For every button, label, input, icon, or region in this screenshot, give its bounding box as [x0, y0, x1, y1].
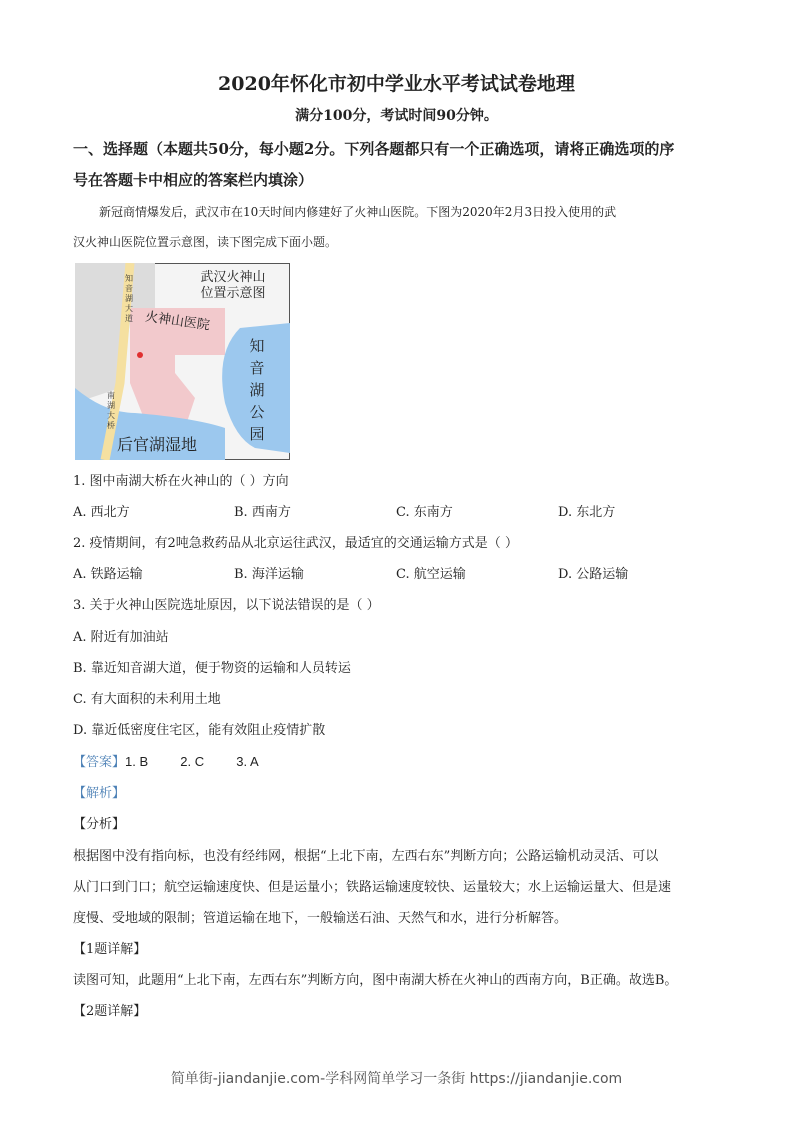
map-title-line2: 位置示意图 [200, 286, 266, 301]
map-label: 道 [125, 314, 133, 323]
answer-item: 3. A [236, 754, 259, 769]
fenxi-label: 【分析】 [73, 817, 126, 832]
footer-watermark: 简单街-jiandanjie.com-学科网简单学习一条街 https://jiandanjie.com [170, 1071, 623, 1087]
section-heading-line1: 一、选择题（本题共50分，每小题2分。下列各题都只有一个正确选项，请将正确选项的序 [73, 140, 675, 158]
intro-line1: 新冠商情爆发后，武汉市在10天时间内修建好了火神山医院。下图为2020年2月3日投入使用的武 [99, 205, 617, 219]
analysis-label: 【解析】 [73, 786, 126, 801]
q3-option-b: B. 靠近知音湖大道，便于物资的运输和人员转运 [73, 661, 351, 676]
q2-option-d: D. 公路运输 [558, 567, 629, 582]
fenxi-line3: 度慢、受地域的限制；管道运输在地下，一般输送石油、天然气和水，进行分析解答。 [73, 911, 568, 926]
map-label: 大 [107, 411, 115, 420]
map-label: 大 [125, 304, 133, 313]
question-3-stem: 3. 关于火神山医院选址原因，以下说法错误的是（ ） [73, 598, 380, 613]
fenxi-line2: 从门口到门口；航空运输速度快、但是运量小；铁路运输速度较快、运量较大；水上运输运量大、但是速 [73, 880, 672, 895]
map-park-char: 湖 [249, 381, 265, 399]
page-title: 2020年怀化市初中学业水平考试试卷地理 [218, 73, 575, 95]
map-park-char: 音 [249, 359, 265, 377]
q3-option-d: D. 靠近低密度住宅区，能有效阻止疫情扩散 [73, 723, 326, 738]
map-park-char: 知 [249, 337, 265, 355]
map-label: 桥 [107, 421, 115, 430]
detail1-label: 【1题详解】 [73, 942, 147, 957]
question-2-stem: 2. 疫情期间，有2吨急救药品从北京运往武汉，最适宜的交通运输方式是（ ） [73, 536, 518, 551]
map-label: 南 [107, 391, 115, 400]
q3-option-c: C. 有大面积的未利用土地 [73, 692, 221, 707]
q1-option-a: A. 西北方 [73, 505, 130, 520]
q1-option-b: B. 西南方 [234, 505, 291, 520]
map-hospital-label: 火神山医院 [144, 309, 211, 334]
map-label: 湖 [125, 294, 133, 303]
hospital-location-map [75, 263, 290, 460]
q3-option-a: A. 附近有加油站 [73, 630, 169, 645]
map-label: 湖 [107, 401, 115, 410]
q2-option-b: B. 海洋运输 [234, 567, 304, 582]
intro-line2: 汉火神山医院位置示意图，读下图完成下面小题。 [73, 235, 338, 249]
q1-option-c: C. 东南方 [396, 505, 453, 520]
answer-row [73, 754, 259, 771]
map-title-line1: 武汉火神山 [200, 270, 266, 285]
fenxi-line1: 根据图中没有指向标，也没有经纬网，根据“上北下南，左西右东”判断方向；公路运输机动灵活、可以 [73, 849, 659, 864]
q2-option-a: A. 铁路运输 [73, 567, 143, 582]
answer-label: 【答案】 [73, 755, 126, 770]
map-park-char: 公 [249, 403, 265, 421]
question-1-stem: 1. 图中南湖大桥在火神山的（ ）方向 [73, 474, 289, 489]
q2-option-c: C. 航空运输 [396, 567, 466, 582]
answer-item: 1. B [125, 754, 149, 769]
map-park-char: 园 [249, 425, 265, 443]
map-wetland-label: 后官湖湿地 [116, 435, 198, 454]
map-label: 知 [125, 274, 133, 283]
detail1-text: 读图可知，此题用“上北下南，左西右东”判断方向，图中南湖大桥在火神山的西南方向，B正确。故选B。 [73, 973, 678, 988]
q1-option-d: D. 东北方 [558, 505, 616, 520]
map-label: 音 [125, 284, 133, 293]
answer-item: 2. C [180, 754, 205, 769]
subtitle: 满分100分，考试时间90分钟。 [295, 108, 498, 124]
detail2-label: 【2题详解】 [73, 1004, 147, 1019]
section-heading-line2: 号在答题卡中相应的答案栏内填涂） [73, 171, 314, 189]
